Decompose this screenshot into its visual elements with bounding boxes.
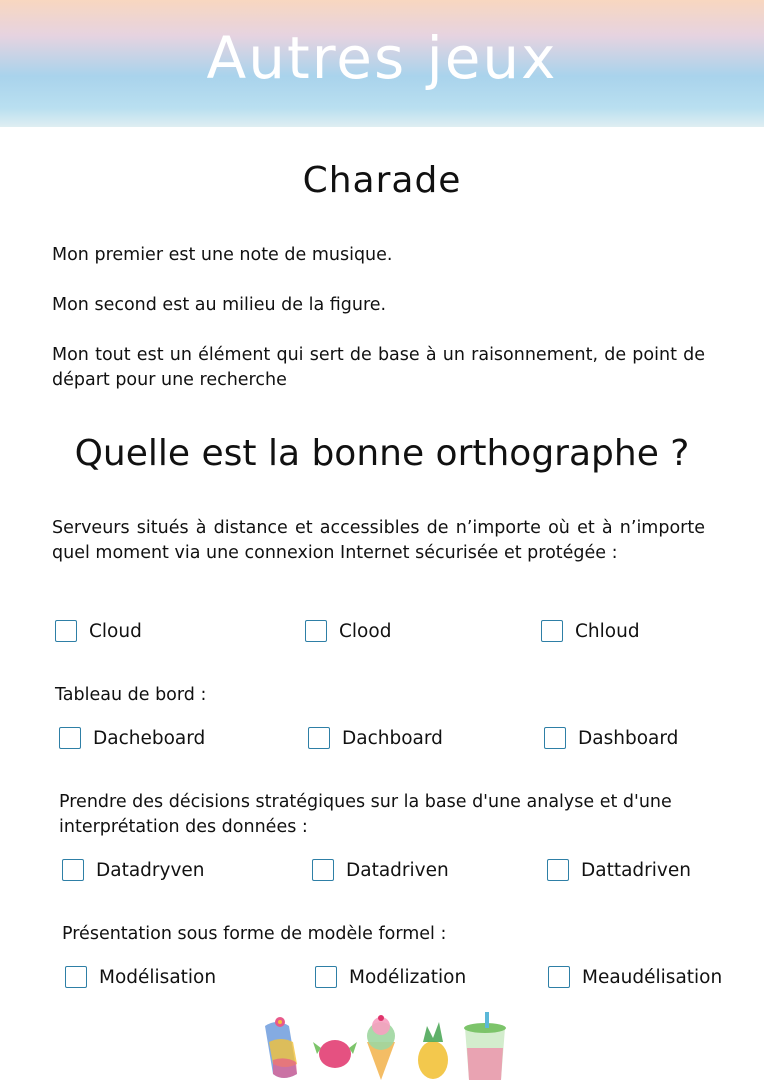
option-dacheboard[interactable] [59,727,205,749]
pineapple-icon [418,1022,448,1079]
option-dattadriven[interactable] [547,859,691,881]
checkbox[interactable] [541,620,563,642]
charade-title: Charade [302,160,462,201]
treats-decoration [255,1012,515,1080]
option-cloud[interactable] [55,620,142,642]
ice-cream-cone-icon [367,1015,395,1080]
option-label: Clood [339,620,392,642]
option-label: Chloud [575,620,640,642]
charade-line-1: Mon premier est une note de musique. [52,245,393,265]
question-1-prompt: Serveurs situés à distance et accessibles de n’importe où et à n’importe quel moment via une connexion Internet sécurisée et protégée : [52,518,705,563]
checkbox[interactable] [62,859,84,881]
checkbox[interactable] [308,727,330,749]
header-banner [0,0,764,127]
option-modelization[interactable] [315,966,466,988]
popsicle-icon [265,1017,297,1078]
checkbox[interactable] [315,966,337,988]
question-2-prompt: Tableau de bord : [55,685,207,705]
option-dashboard[interactable] [544,727,678,749]
checkbox[interactable] [544,727,566,749]
checkbox[interactable] [65,966,87,988]
question-4-prompt: Présentation sous forme de modèle formel : [62,924,447,944]
option-datadriven[interactable] [312,859,449,881]
checkbox[interactable] [312,859,334,881]
option-label: Datadriven [346,859,449,881]
option-modelisation[interactable] [65,966,216,988]
smoothie-cup-icon [464,1012,506,1080]
charade-line-3: Mon tout est un élément qui sert de base à un raisonnement, de point de départ pour une recherche [52,345,705,390]
option-datadryven[interactable] [62,859,205,881]
option-label: Datadryven [96,859,205,881]
checkbox[interactable] [55,620,77,642]
option-dachboard[interactable] [308,727,443,749]
checkbox[interactable] [548,966,570,988]
banner-title: Autres jeux [206,24,558,92]
option-label: Dashboard [578,727,679,749]
option-label: Modélization [349,966,467,988]
option-clood[interactable] [305,620,391,642]
option-label: Cloud [89,620,142,642]
option-label: Dacheboard [93,727,206,749]
option-meaudelisation[interactable] [548,966,722,988]
option-label: Modélisation [99,966,217,988]
quiz-title: Quelle est la bonne orthographe ? [74,433,690,474]
question-3-prompt: Prendre des décisions stratégiques sur la base d'une analyse et d'une interprétation des données : [59,792,672,837]
checkbox[interactable] [305,620,327,642]
option-chloud[interactable] [541,620,640,642]
candy-icon [313,1040,357,1068]
option-label: Dachboard [342,727,443,749]
charade-line-2: Mon second est au milieu de la figure. [52,295,387,315]
checkbox[interactable] [59,727,81,749]
option-label: Dattadriven [581,859,691,881]
option-label: Meaudélisation [582,966,723,988]
checkbox[interactable] [547,859,569,881]
